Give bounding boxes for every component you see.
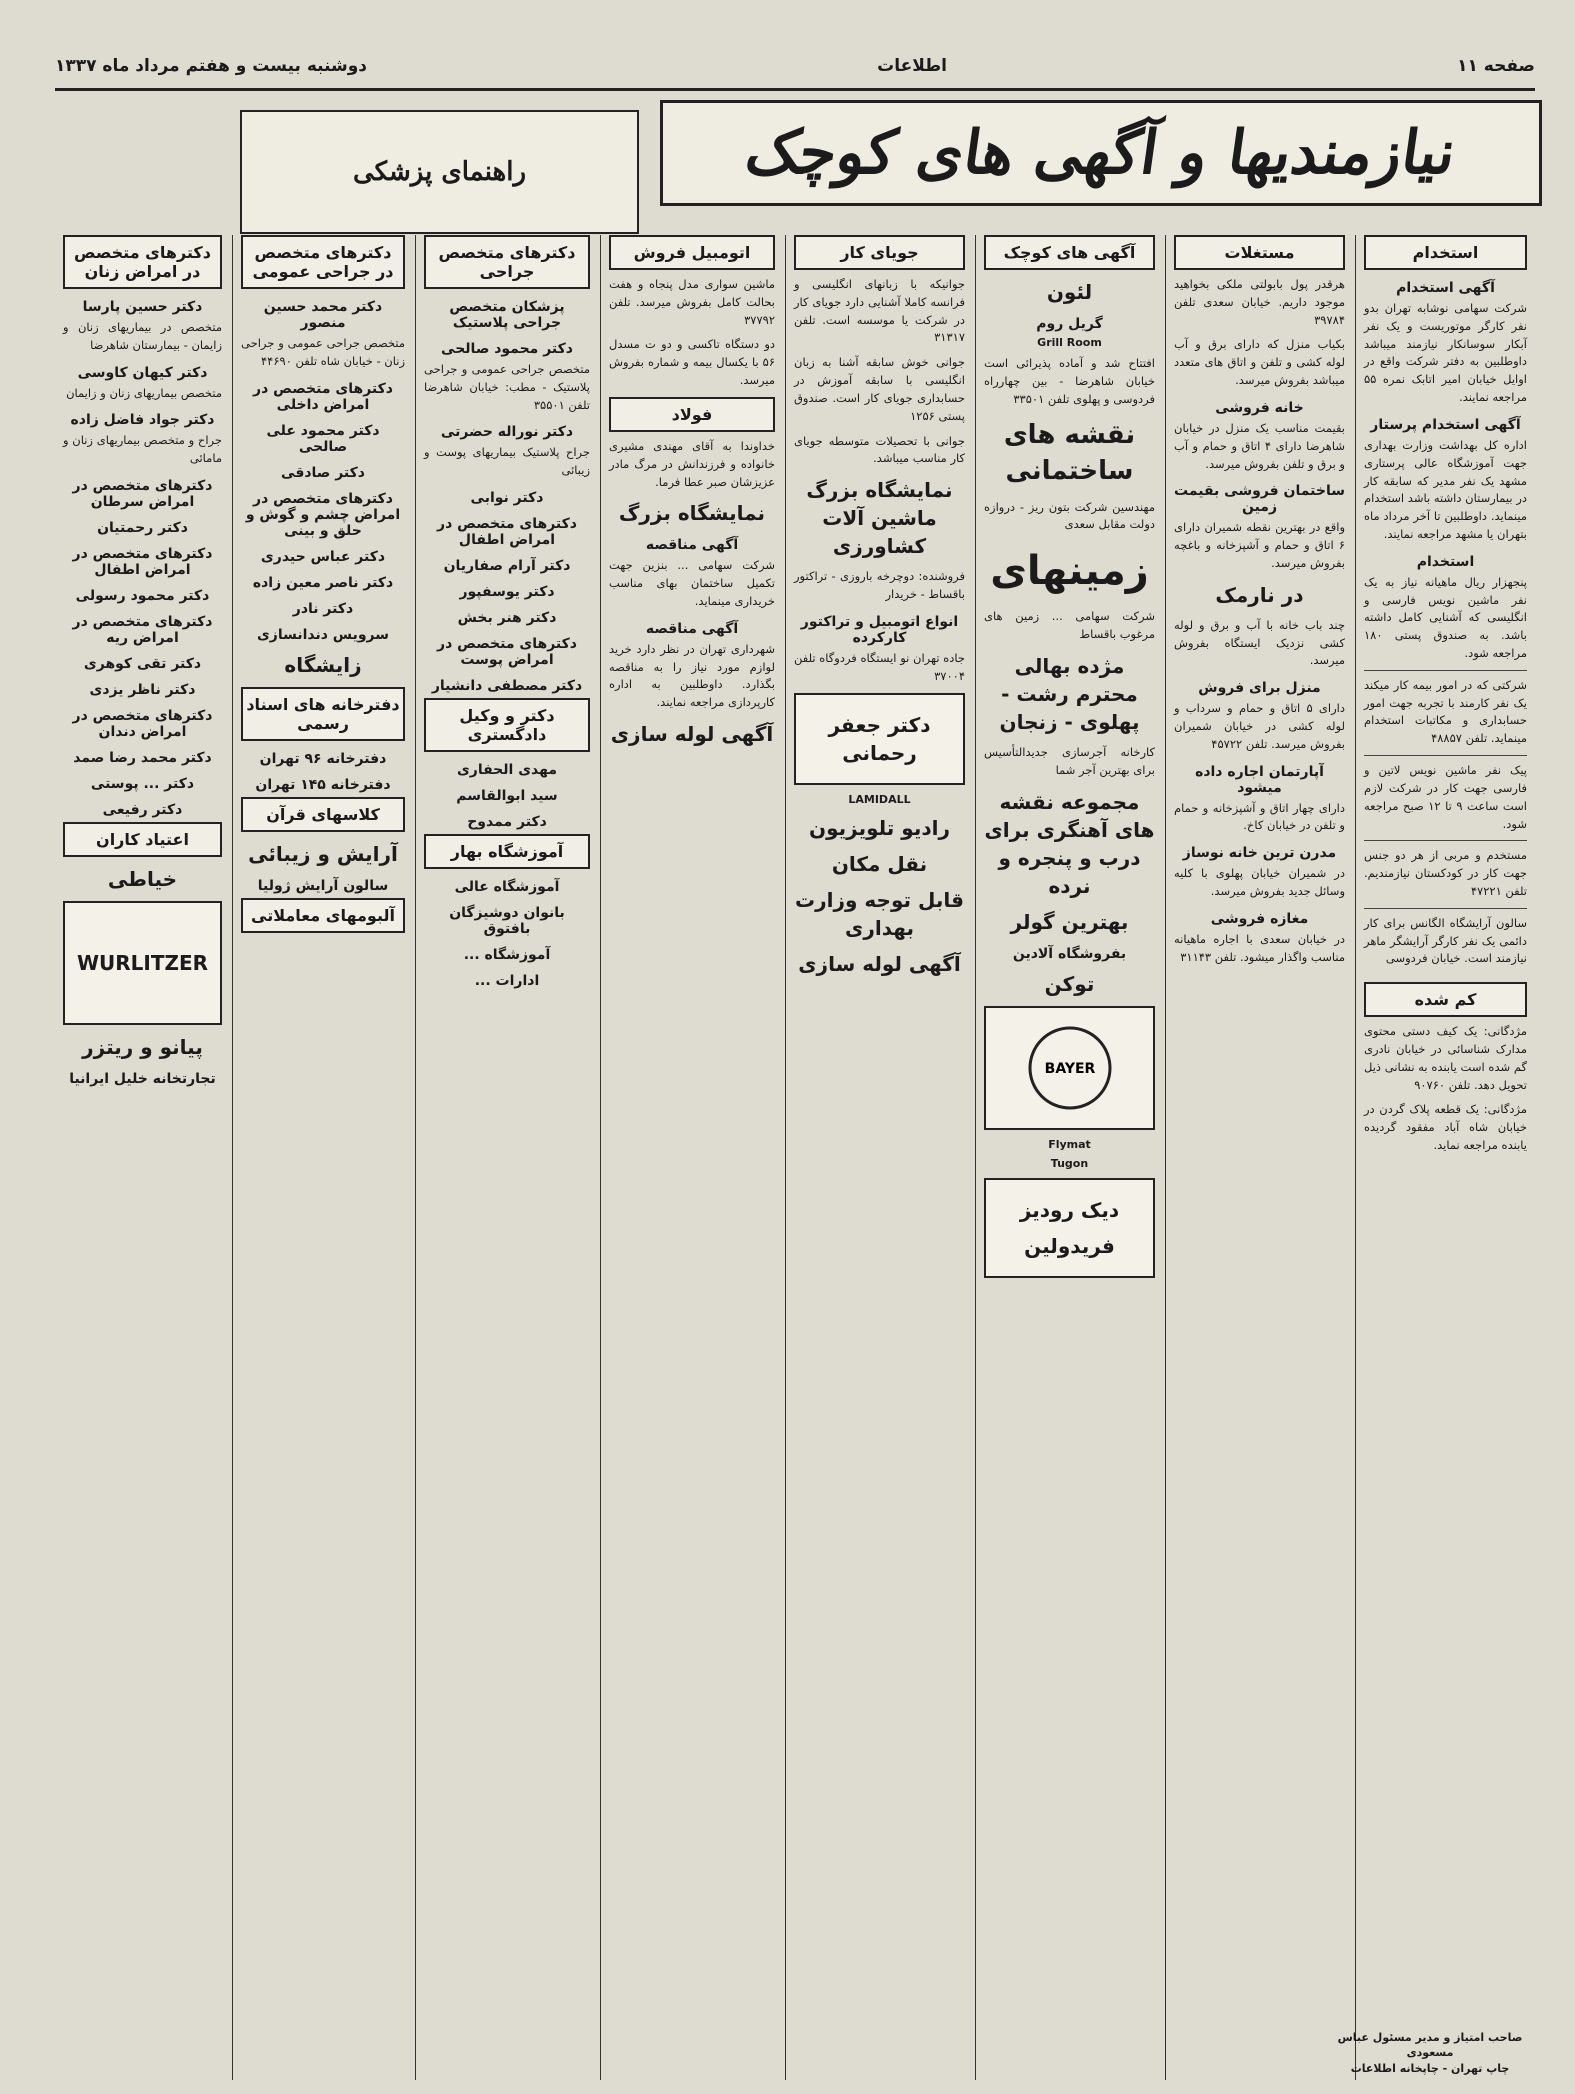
ad-headline: دکتر جعفر رحمانی (828, 713, 931, 766)
ad-headline: آگهی لوله سازی (610, 722, 774, 746)
section-heading: اعتیاد کاران (63, 822, 222, 857)
ad-headline: آگهی لوله سازی (798, 952, 961, 977)
ad-title: دکتر مصطفی دانشیار (431, 678, 583, 695)
ad-title: بانوان دوشیزگان بافتوق (449, 905, 565, 938)
ad-text: متخصص بیماریهای زنان و زایمان (66, 385, 222, 400)
banner-title: نیازمندیها و آگهی های کوچک (741, 118, 1461, 188)
ad-title: آگهی استخدام پرستار (1370, 416, 1521, 433)
ad-text: شرکت سهامی ... بنزین جهت تکمیل ساختمان بهای مناسب خریداری مینماید. (609, 558, 775, 608)
ad-text: در شمیران خیابان پهلوی با کلیه وسائل جدید بفروش میرسد. (1174, 866, 1345, 899)
ad-text: کارخانه آجرسازی جدیدالتأسیس برای بهترین آجر شما (984, 744, 1155, 777)
ad-title: دکتر نوابی (470, 490, 544, 507)
ad-text: دارای چهار اتاق و آشپزخانه و حمام و تلفن در خیابان کاخ. (1174, 800, 1345, 833)
ad-title: تجارتخانه خلیل ایرانیا (69, 1071, 216, 1088)
divider (1364, 755, 1527, 756)
section-heading: آلبومهای معاملاتی (241, 898, 405, 933)
ad-headline: نمایشگاه بزرگ ماشین آلات کشاورزی (806, 478, 953, 559)
ad-title: دکتر حسین پارسا (82, 299, 203, 315)
ad-latin-name: LAMIDALL (848, 793, 911, 807)
ad-headline: نقل مکان (831, 852, 928, 877)
ad-text: چند باب خانه با آب و برق و لوله کشی نزدیک ایستگاه بفروش میرسد. (1174, 617, 1345, 668)
section-heading: دکترهای متخصص در جراحی عمومی (241, 235, 405, 289)
column-doctors-surgery (415, 235, 598, 2080)
ad-text: متخصص جراحی عمومی و جراحی زنان - خیابان شاه تلفن ۴۴۶۹۰ (241, 336, 405, 368)
ad-headline: در نارمک (1215, 582, 1304, 607)
ad-title: پزشکان متخصص جراحی پلاستیک (449, 299, 565, 331)
section-heading-lost: کم شده (1364, 982, 1527, 1017)
ad-title: دکترهای متخصص در امراض اطفال (437, 516, 577, 549)
ad-headline: زایشگاه (284, 652, 362, 677)
ad-box (794, 693, 965, 785)
page-header (55, 46, 1535, 86)
ad-headline: زمینهای (990, 548, 1149, 595)
ad-text: متخصص در بیماریهای زنان و زایمان - بیمارستان شاهرضا (63, 320, 222, 352)
medical-banner (240, 110, 639, 234)
section-heading: مستغلات (1174, 235, 1345, 270)
ad-headline: مجموعه نقشه های آهنگری برای درب و پنجره و نرده (984, 789, 1155, 898)
ad-text: هرقدر پول بابولتی ملکی بخواهید موجود داریم. خیابان سعدی تلفن ۳۹۷۸۴ (1174, 277, 1345, 327)
ad-text: شرکت سهامی نوشابه تهران بدو نفر کارگر موتوریست و یک نفر آبکار سوسانکار نیازمند میباشد داوطلبین به دفتر شرکت واقع در اوایل خیابان امیر اتابک نمره ۵۵ مراجعه نمایند. (1364, 301, 1527, 405)
ad-title: دکتر هنر بخش (457, 610, 557, 627)
ad-text: جوانی با تحصیلات متوسطه جویای کار مناسب میباشد. (794, 433, 965, 466)
ad-title: دکتر محمود صالحی (441, 341, 573, 357)
ad-title: آگهی مناقصه (645, 537, 739, 554)
ad-text: جاده تهران نو ایستگاه فردوگاه تلفن ۳۷۰۰۴ (794, 650, 965, 683)
ad-title: دکتر نادر (292, 600, 354, 617)
ad-text: جوانیکه با زبانهای انگلیسی و فرانسه کاملا آشنایی دارد جویای کار در شرکت یا موسسه است. تلفن ۳۱۳۱۷ (794, 277, 965, 345)
section-heading: دکتر و وکیل دادگستری (424, 698, 590, 752)
ad-title: دکتر ناصر معین زاده (252, 574, 394, 591)
paper-name: اطلاعات (877, 56, 947, 76)
ad-headline: قابل توجه وزارت بهداری (795, 888, 964, 941)
page-number: صفحه ۱۱ (1457, 56, 1535, 76)
ad-title: دکتر محمد رضا صمد (73, 750, 212, 767)
bayer-cross-icon (1025, 1023, 1115, 1113)
ad-text: افتتاح شد و آماده پذیرائی است خیابان شاهرضا - بین چهارراه فردوسی و پهلوی تلفن ۳۳۵۰۱ (984, 356, 1155, 406)
ad-latin-name: Tugon (1050, 1156, 1089, 1170)
ad-text: در خیابان سعدی با اجاره ماهیانه مناسب واگذار میشود. تلفن ۳۱۱۴۳ (1174, 931, 1345, 964)
publisher-footer (1330, 2030, 1530, 2076)
ad-title: دکتر آرام صفاریان (443, 558, 571, 575)
ad-latin-name: Flymat (1048, 1137, 1091, 1151)
ad-title: دفترخانه ۹۶ تهران (259, 750, 387, 767)
ad-title: دکتر صادقی (281, 464, 365, 481)
ad-text: بکیاب منزل که دارای برق و آب لوله کشی و تلفن و اتاق های متعدد میباشد بفروش میرسد. (1174, 337, 1345, 388)
ad-title: دکتر محمود علی صالحی (266, 422, 380, 455)
ad-title: دکتر نوراله حضرتی (440, 424, 574, 441)
ad-title: سرویس دندانسازی (256, 626, 390, 643)
ad-text: پیک نفر ماشین نویس لاتین و فارسی جهت کار در شرکت لازم است ساعت ۹ تا ۱۲ صبح مراجعه شود. (1364, 763, 1527, 831)
ad-title: آگهی مناقصه (645, 620, 739, 637)
ad-title: آپارتمان اجاره داده میشود (1195, 763, 1324, 796)
ad-title: دکتر ... پوستی (90, 776, 195, 793)
ad-title: دکتر کیهان کاوسی (77, 364, 208, 381)
section-heading: دفترخانه های اسناد رسمی (241, 687, 405, 741)
section-heading: فولاد (609, 397, 775, 432)
ad-text: جوانی خوش سابقه آشنا به زبان انگلیسی با سابقه آموزش در حسابداری جویای کار است. صندوق پستی ۱۲۵۶ (794, 355, 965, 423)
section-heading: آموزشگاه بهار (424, 834, 590, 869)
ad-title: دکتر محمود رسولی (75, 588, 210, 605)
column-doctors-general (232, 235, 413, 2080)
ad-title: دکترهای متخصص در امراض دندان (72, 708, 213, 741)
issue-date: دوشنبه بیست و هفتم مرداد ماه ۱۳۳۷ (55, 56, 368, 76)
divider (1364, 670, 1527, 671)
ad-title: انواع اتومبیل و تراکتور کارکرده (800, 613, 959, 646)
ad-headline: آرایش و زیبائی (248, 841, 398, 866)
section-heading: استخدام (1364, 235, 1527, 270)
wurlitzer-name: WURLITZER (76, 951, 209, 976)
column-job-seekers (785, 235, 973, 2080)
ad-title: دکترهای متخصص در امراض ریه (72, 614, 213, 647)
ad-title: آموزشگاه ... (463, 947, 551, 964)
ad-text: شرکتی که در امور بیمه کار میکند یک نفر کارمند با تجربه جهت امور حسابداری و مکاتبات استخدام مینماید. تلفن ۴۸۸۵۷ (1364, 677, 1527, 746)
ad-text: شرکت سهامی ... زمین های مرغوب باقساط (984, 609, 1155, 642)
ad-text: مستخدم و مربی از هر دو جنس جهت کار در کودکستان نیازمندیم. تلفن ۴۷۲۲۱ (1364, 848, 1527, 898)
footer-publisher: صاحب امتیاز و مدیر مسئول عباس مسعودی (1337, 2031, 1523, 2060)
ad-title: منزل برای فروش (1198, 680, 1321, 697)
ad-text: فروشنده: دوچرخه باروزی - تراکتور باقساط - خریدار (794, 569, 965, 601)
ad-title: خانه فروشی (1215, 399, 1304, 416)
divider (1364, 840, 1527, 841)
ad-title: ساختمان فروشی بقیمت زمین (1174, 483, 1345, 516)
ad-text: شهرداری تهران در نظر دارد خرید لوازم مورد نیاز را به مناقصه بگذارد. داوطلبین به اداره کارپردازی مراجعه نمایند. (609, 641, 775, 710)
ad-headline: دیک رودیز (1019, 1197, 1120, 1222)
ad-title: سید ابوالقاسم (456, 788, 558, 805)
divider (1364, 908, 1527, 909)
ad-text: واقع در بهترین نقطه شمیران دارای ۶ اتاق و حمام و آشپزخانه و باغچه بفروش میرسد. (1174, 520, 1345, 570)
column-cars-tenders (600, 235, 783, 2080)
ad-headline: نقشه های ساختمانی (1003, 420, 1136, 486)
ad-headline: توکن (1044, 971, 1095, 996)
ad-title: ادارات ... (474, 973, 540, 990)
ad-title: دکتر ناظر یزدی (89, 682, 196, 699)
column-small-ads (975, 235, 1163, 2080)
ad-text: بقیمت مناسب یک منزل در خیابان شاهرضا دارای ۴ اتاق و حمام و آب و برق و تلفن بفروش میرسد. (1174, 420, 1346, 471)
ad-title: دکتر رفیعی (102, 802, 183, 819)
column-employment (1355, 235, 1535, 2080)
ad-text: جراح پلاستیک بیماریهای پوست و زیبائی (424, 445, 590, 478)
ad-headline: رادیو تلویزیون (809, 816, 950, 841)
column-real-estate (1165, 235, 1353, 2080)
ad-text: ماشین سواری مدل پنجاه و هفت بحالت کامل بفروش میرسد. تلفن ۳۷۷۹۲ (609, 277, 775, 327)
ad-text: متخصص جراحی عمومی و جراحی پلاستیک - مطب: خیابان شاهرضا تلفن ۳۵۵۰۱ (424, 362, 590, 412)
section-heading: اتومبیل فروش (609, 235, 775, 270)
ad-text: سالون آرایشگاه الگانس برای کار دائمی یک نفر کارگر آرایشگر ماهر نیازمند است. خیابان فردوسی (1364, 915, 1527, 966)
ad-text: مهندسین شرکت بتون ریز - دروازه دولت مقابل سعدی (984, 499, 1155, 532)
ad-title: مدرن ترین خانه نوساز (1182, 845, 1337, 862)
ad-title: بفروشگاه آلادین (1012, 945, 1127, 962)
ad-headline: پیانو و ریتزر (82, 1035, 203, 1060)
section-heading: جویای کار (794, 235, 965, 270)
ad-title: مهدی الحفاری (456, 762, 558, 779)
ad-title: دکترهای متخصص در امراض داخلی (253, 380, 393, 413)
section-heading: کلاسهای قرآن (241, 797, 405, 832)
ad-text: مژدگانی: یک کیف دستی محتوی مدارک شناسائی در خیابان نادری گم شده است یابنده به نشانی ذیل تحویل دهد. تلفن ۹۰۷۶۰ (1364, 1024, 1527, 1092)
column-doctors-women (55, 235, 230, 2080)
ad-headline: فریدولین (1024, 1233, 1115, 1258)
ad-box (984, 1178, 1155, 1278)
section-heading: آگهی های کوچک (984, 235, 1155, 270)
ad-title: دکترهای متخصص در امراض چشم و گوش و حلق و بینی (245, 490, 401, 539)
ad-title: دکترهای متخصص در امراض پوست (437, 636, 577, 669)
ad-text: دو دستگاه تاکسی و دو ت مسدل ۵۶ با یکسال بیمه و شماره بفروش میرسد. (609, 337, 775, 388)
ad-text: جراح و متخصص بیماریهای زنان و مامائی (63, 433, 222, 466)
section-heading: دکترهای متخصص در امراض زنان (63, 235, 222, 289)
ad-text: اداره کل بهداشت وزارت بهداری جهت آموزشگاه عالی پرستاری مشهد یک نفر مدیر که سابقه کار در بیمارستان داشته باشد استخدام مینماید. داوطلبین تا آخر مرداد ماه بتهران یا مشهد مراجعه نمایند. (1364, 437, 1527, 541)
ad-title: دکترهای متخصص در امراض اطفال (72, 546, 213, 579)
ad-title: آموزشگاه عالی (454, 879, 560, 896)
wurlitzer-logo (63, 901, 222, 1025)
ad-headline: بهترین گولر (1010, 909, 1129, 934)
ad-text: مژدگانی: یک قطعه پلاک گردن در خیابان شاه آباد مفقود گردیده یابنده مراجعه نماید. (1364, 1102, 1527, 1153)
bayer-logo (984, 1006, 1155, 1130)
medical-banner-title: راهنمای پزشکی (352, 157, 527, 187)
ad-title: دکتر جواد فاضل زاده (70, 412, 215, 429)
ad-text: خداوندا به آقای مهندی مشیری خانواده و فرزندانش در مرگ مادر عزیزشان صبر عطا فرما. (609, 438, 775, 489)
section-heading: دکترهای متخصص جراحی (424, 235, 590, 289)
ad-text: دارای ۵ اتاق و حمام و سرداب و لوله کشی در خیابان شمیران بفروش میرسد. تلفن ۴۵۷۲۲ (1174, 701, 1345, 751)
ad-title: دکتر ممدوح (467, 814, 547, 831)
ad-title: گریل روم (1036, 316, 1103, 332)
ad-title: دکتر عباس حیدری (260, 548, 386, 565)
ad-title: دکتر تقی کوهری (83, 656, 202, 673)
ad-headline: نمایشگاه بزرگ (618, 501, 766, 526)
header-rule (55, 88, 1535, 91)
classifieds-banner (660, 100, 1542, 206)
ad-headline: خیاطی (107, 867, 178, 892)
ad-title: مغازه فروشی (1210, 910, 1309, 927)
ad-title: دکتر محمد حسین منصور (263, 299, 383, 331)
ad-text: پنجهزار ریال ماهیانه نیاز به یک نفر ماشین نویس فارسی و انگلیسی که آشنایی کامل داشته باشد. به صندوق پستی ۱۸۰ مراجعه شود. (1364, 574, 1527, 660)
ad-headline: لئون (1046, 280, 1093, 304)
ad-title: دکتر یوسفپور (459, 584, 555, 601)
ad-headline: مژده بهالی محترم رشت - پهلوی - زنجان (999, 653, 1140, 734)
footer-printer: چاپ تهران - چاپخانه اطلاعات (1350, 2061, 1510, 2075)
ad-title: دکترهای متخصص در امراض سرطان (72, 478, 213, 511)
ad-title: دکتر رحمتیان (97, 520, 188, 537)
ad-title: دفترخانه ۱۴۵ تهران (255, 776, 391, 793)
ad-latin-name: Grill Room (1037, 336, 1102, 349)
ad-title: سالون آرایش ژولیا (257, 877, 389, 894)
ad-title: استخدام (1416, 553, 1475, 570)
svg-text:BAYER: BAYER (1044, 1060, 1095, 1077)
ad-title: آگهی استخدام (1396, 280, 1495, 296)
